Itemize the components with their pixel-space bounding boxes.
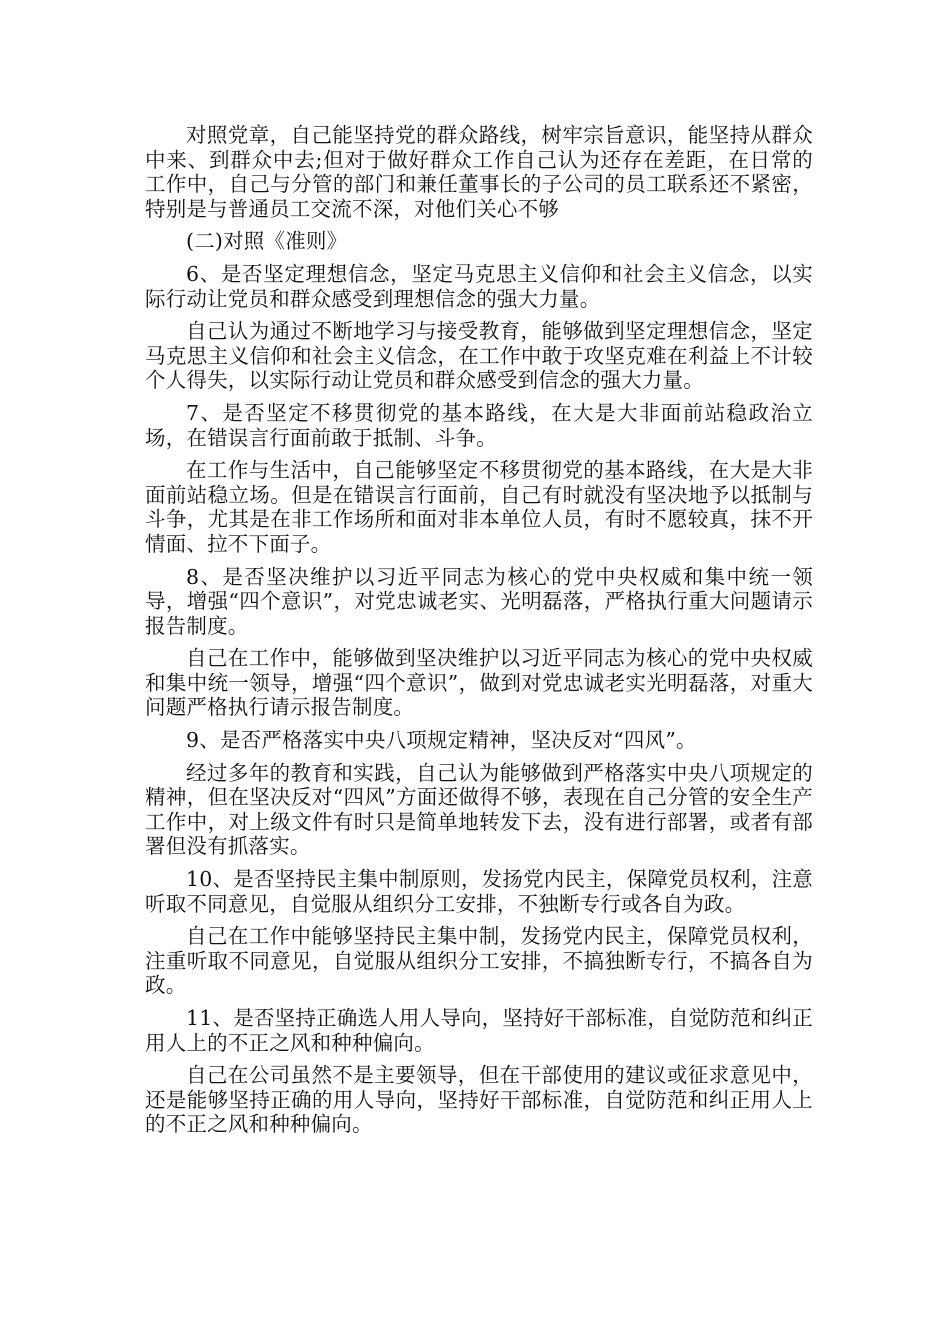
document-body: [145, 123, 813, 1145]
section-heading-code: (二)对照《准则》: [186, 229, 348, 254]
answer-6: 自己认为通过不断地学习与接受教育，能够做到坚定理想信念，坚定马克思主义信仰和社会主义信念，在工作中敢于攻坚克难在利益上不计较个人得失，以实际行动让党员和群众感受到信念的强大力量。: [145, 319, 813, 393]
question-8: 8、是否坚决维护以习近平同志为核心的党中央权威和集中统一领导，增强“四个意识”，对党忠诚老实、光明磊落，严格执行重大问题请示报告制度。: [145, 564, 813, 638]
answer-10: 自己在工作中能够坚持民主集中制，发扬党内民主，保障党员权利，注重听取不同意见，自觉服从组织分工安排，不搞独断专行，不搞各自为政。: [145, 924, 813, 998]
answer-9: 经过多年的教育和实践，自己认为能够做到严格落实中央八项规定的精神，但在坚决反对“四风”方面还做得不够，表现在自己分管的安全生产工作中，对上级文件有时只是简单地转发下去，没有进行部署，或者有部署但没有抓落实。: [145, 760, 813, 859]
question-10: 10、是否坚持民主集中制原则，发扬党内民主，保障党员权利，注意听取不同意见，自觉服从组织分工安排，不独断专行或各自为政。: [145, 867, 813, 916]
answer-7: 在工作与生活中，自己能够坚定不移贯彻党的基本路线，在大是大非面前站稳立场。但是在错误言行面前，自己有时就没有坚决地予以抵制与斗争，尤其是在非工作场所和面对非本单位人员，有时不愿较真，抹不开情面、拉不下面子。: [145, 458, 813, 556]
answer-8: 自己在工作中，能够做到坚决维护以习近平同志为核心的党中央权威和集中统一领导，增强“四个意识”，做到对党忠诚老实光明磊落，对重大问题严格执行请示报告制度。: [145, 646, 813, 720]
answer-11: 自己在公司虽然不是主要领导，但在干部使用的建议或征求意见中，还是能够坚持正确的用人导向，坚持好干部标准，自觉防范和纠正用人上的不正之风和种种偏向。: [145, 1063, 813, 1137]
question-11: 11、是否坚持正确选人用人导向，坚持好干部标准，自觉防范和纠正用人上的不正之风和种种偏向。: [145, 1006, 813, 1055]
question-7: 7、是否坚定不移贯彻党的基本路线，在大是大非面前站稳政治立场，在错误言行面前敢于抵制、斗争。: [145, 400, 813, 450]
paragraph-party-constitution-conclusion: 对照党章，自己能坚持党的群众路线，树牢宗旨意识，能坚持从群众中来、到群众中去;但对于做好群众工作自己认为还存在差距，在日常的工作中，自己与分管的部门和兼任董事长的子公司的员工联系还不紧密，特别是与普通员工交流不深，对他们关心不够: [145, 123, 813, 221]
question-6: 6、是否坚定理想信念，坚定马克思主义信仰和社会主义信念，以实际行动让党员和群众感受到理想信念的强大力量。: [145, 261, 813, 311]
question-9: 9、是否严格落实中央八项规定精神，坚决反对“四风”。: [186, 728, 697, 753]
